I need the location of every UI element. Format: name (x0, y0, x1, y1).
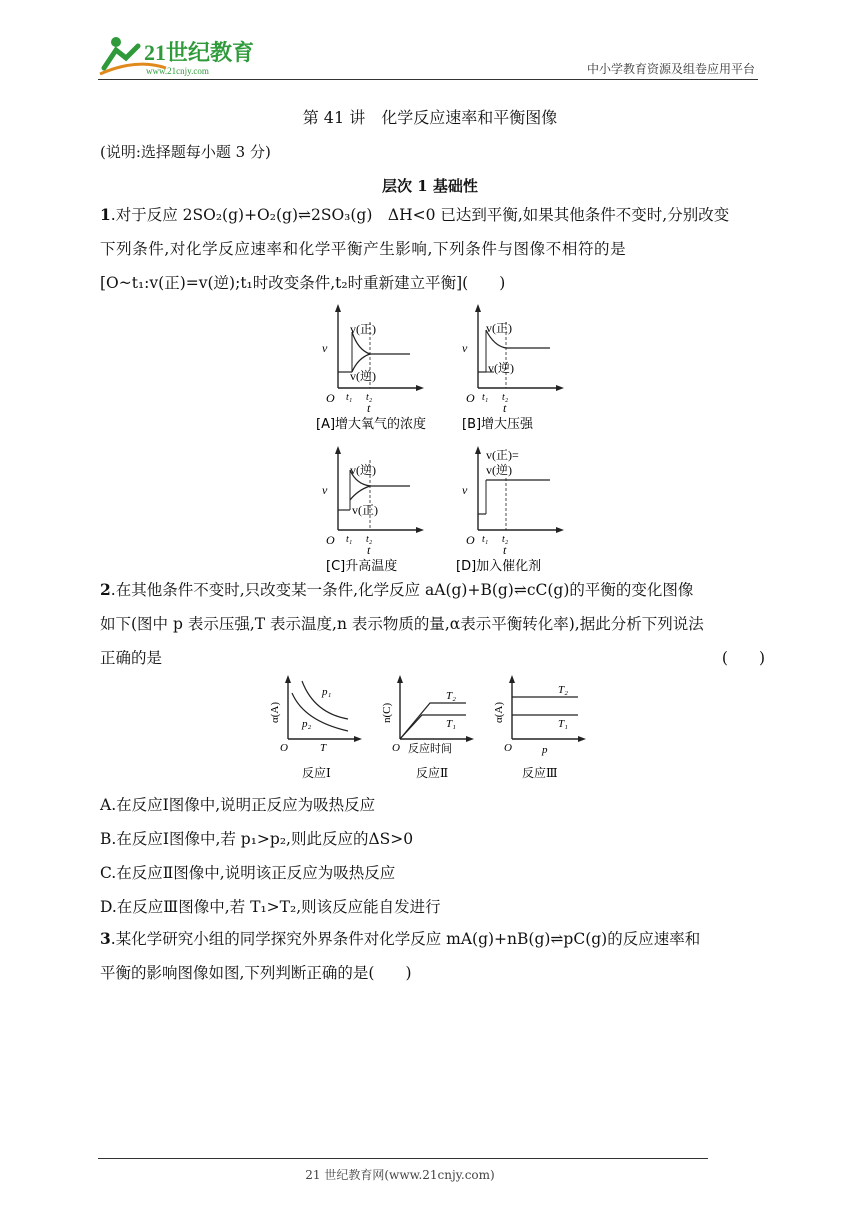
svg-text:T₁: T₁ (446, 718, 456, 730)
graph-C (322, 446, 424, 557)
svg-text:t: t (367, 543, 371, 557)
q1-figure (300, 300, 570, 575)
graph-reaction-I-caption: 反应Ⅰ (302, 766, 331, 780)
svg-text:t₂: t₂ (366, 534, 373, 545)
question-text: .在其他条件不变时,只改变某一条件,化学反应 aA(g)+B(g)⇌cC(g)的平衡的变化图像 (110, 581, 694, 599)
section-heading: 层次 1 基础性 (382, 177, 478, 195)
graph-B (462, 304, 564, 415)
svg-text:T₁: T₁ (558, 718, 568, 730)
svg-text:n(C): n(C) (381, 702, 393, 723)
graph-reaction-III (493, 675, 586, 780)
site-logo (96, 28, 266, 80)
graph-A-bottom-label: v(逆) (350, 369, 376, 383)
graph-D (462, 446, 564, 557)
graph-C-caption: [C]升高温度 (326, 559, 398, 574)
graph-reaction-I (269, 675, 362, 780)
question-text: .某化学研究小组的同学探究外界条件对化学反应 mA(g)+nB(g)⇌pC(g)的反应速率和 (110, 930, 701, 948)
option-D: D.在反应Ⅲ图像中,若 T₁>T₂,则该反应能自发进行 (100, 898, 441, 916)
svg-text:v: v (322, 483, 328, 497)
graph-D-top-label: v(正)= (486, 448, 519, 462)
q2-figure (262, 675, 602, 785)
svg-text:t₁: t₁ (346, 534, 353, 545)
svg-text:t: t (503, 401, 507, 415)
svg-text:t: t (503, 543, 507, 557)
question-text: 下列条件,对化学反应速率和化学平衡产生影响,下列条件与图像不相符的是 (100, 240, 627, 258)
svg-text:O: O (326, 391, 335, 405)
header-divider (98, 79, 758, 80)
graph-C-bottom-label: v(正) (352, 503, 378, 517)
footer-text: 21 世纪教育网(www.21cnjy.com) (305, 1168, 495, 1182)
svg-text:O: O (392, 742, 400, 754)
graph-B-bottom-label: v(逆) (488, 361, 514, 375)
graph-C-top-label: v(逆) (350, 463, 376, 477)
svg-text:v: v (462, 341, 468, 355)
svg-text:O: O (466, 391, 475, 405)
svg-text:O: O (466, 533, 475, 547)
graph-A-caption: [A]增大氧气的浓度 (316, 417, 427, 432)
graph-D-caption: [D]加入催化剂 (456, 559, 542, 574)
question-number: 1 (100, 205, 111, 224)
svg-text:O: O (326, 533, 335, 547)
logo-url: www.21cnjy.com (146, 66, 209, 76)
logo-text: 21世纪教育 (144, 40, 255, 65)
question-3 (100, 922, 765, 990)
answer-bracket: ( ) (721, 649, 765, 667)
question-text: 如下(图中 p 表示压强,T 表示温度,n 表示物质的量,α表示平衡转化率),据此分析下列说法 (100, 615, 704, 633)
svg-text:α(A): α(A) (493, 701, 505, 723)
svg-text:T₂: T₂ (446, 690, 456, 702)
question-text: 平衡的影响图像如图,下列判断正确的是( ) (100, 964, 412, 982)
footer-divider (98, 1158, 708, 1159)
page-title: 第 41 讲 化学反应速率和平衡图像 (302, 108, 558, 127)
svg-text:T₂: T₂ (558, 684, 568, 696)
option-B: B.在反应Ⅰ图像中,若 p₁>p₂,则此反应的ΔS>0 (100, 830, 414, 848)
svg-text:p₂: p₂ (302, 718, 312, 730)
graph-A-top-label: v(正) (350, 322, 376, 336)
header-platform-text: 中小学教育资源及组卷应用平台 (586, 62, 755, 76)
question-text: 正确的是 (100, 649, 163, 667)
option-C: C.在反应Ⅱ图像中,说明该正反应为吸热反应 (100, 864, 396, 882)
question-text: [O~t₁:v(正)=v(逆);t₁时改变条件,t₂时重新建立平衡]( ) (100, 274, 506, 292)
graph-reaction-III-caption: 反应Ⅲ (522, 766, 558, 780)
graph-reaction-II (381, 675, 474, 780)
svg-text:t₁: t₁ (346, 392, 353, 403)
svg-text:O: O (504, 742, 512, 754)
graph-A (322, 304, 424, 415)
option-A: A.在反应Ⅰ图像中,说明正反应为吸热反应 (100, 796, 376, 814)
svg-text:t₂: t₂ (366, 392, 373, 403)
svg-text:t: t (367, 401, 371, 415)
svg-text:t₁: t₁ (482, 534, 489, 545)
svg-text:t₁: t₁ (482, 392, 489, 403)
instruction-note: (说明:选择题每小题 3 分) (100, 143, 271, 161)
svg-text:p₁: p₁ (322, 686, 332, 698)
question-number: 3 (100, 929, 111, 948)
svg-text:t₂: t₂ (502, 392, 509, 403)
graph-B-top-label: v(正) (486, 321, 512, 335)
graph-reaction-II-caption: 反应Ⅱ (416, 766, 449, 780)
svg-text:T: T (320, 742, 327, 754)
svg-text:反应时间: 反应时间 (408, 743, 452, 755)
question-2 (100, 573, 765, 675)
svg-text:O: O (280, 742, 288, 754)
svg-text:α(A): α(A) (269, 701, 281, 723)
svg-text:p: p (542, 744, 548, 756)
question-1 (100, 198, 765, 300)
svg-text:t₂: t₂ (502, 534, 509, 545)
svg-text:v: v (462, 483, 468, 497)
graph-D-bottom-label: v(逆) (486, 463, 512, 477)
question-number: 2 (100, 580, 111, 599)
svg-text:v: v (322, 341, 328, 355)
graph-B-caption: [B]增大压强 (462, 417, 534, 432)
question-text: .对于反应 2SO₂(g)+O₂(g)⇌2SO₃(g) ΔH<0 已达到平衡,如果其他条件不变时,分别改变 (110, 206, 730, 224)
